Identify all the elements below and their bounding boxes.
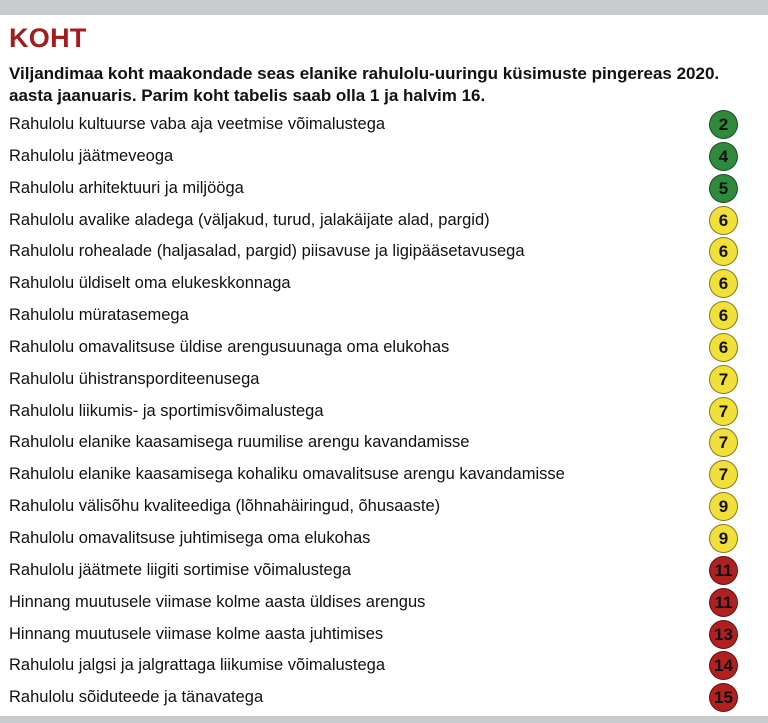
rank-badge: 6 (709, 333, 738, 362)
rank-badge: 4 (709, 142, 738, 171)
rank-badge: 14 (709, 651, 738, 680)
table-row (0, 141, 768, 173)
row-label: Rahulolu jäätmete liigiti sortimise võimalustega (9, 560, 352, 579)
table-row (0, 619, 768, 651)
rank-badge: 6 (709, 269, 738, 298)
table-row (0, 682, 768, 714)
rank-badge: 11 (709, 588, 738, 617)
row-label: Rahulolu liikumis- ja sportimisvõimalustega (9, 401, 324, 420)
table-row (0, 364, 768, 396)
rank-badge: 2 (709, 110, 738, 139)
rank-badge: 6 (709, 237, 738, 266)
table-row (0, 587, 768, 619)
row-label: Hinnang muutusele viimase kolme aasta juhtimises (9, 624, 384, 643)
rank-badge: 15 (709, 683, 738, 712)
row-label: Rahulolu omavalitsuse üldise arengusuunaga oma elukohas (9, 337, 450, 356)
ranking-card (0, 15, 768, 716)
row-label: Rahulolu jäätmeveoga (9, 146, 174, 165)
table-row (0, 555, 768, 587)
row-label: Rahulolu elanike kaasamisega ruumilise arengu kavandamisse (9, 433, 470, 452)
table-row (0, 268, 768, 300)
row-label: Rahulolu rohealade (haljasalad, pargid) piisavuse ja ligipääsetavusega (9, 242, 525, 261)
table-row (0, 427, 768, 459)
row-label: Rahulolu arhitektuuri ja miljööga (9, 178, 244, 197)
table-row (0, 173, 768, 205)
rank-badge: 6 (709, 206, 738, 235)
table-row (0, 300, 768, 332)
table-row (0, 236, 768, 268)
row-label: Rahulolu ühistransporditeenusega (9, 369, 260, 388)
rank-badge: 11 (709, 556, 738, 585)
rank-badge: 7 (709, 460, 738, 489)
row-label: Rahulolu müratasemega (9, 306, 189, 325)
row-label: Rahulolu jalgsi ja jalgrattaga liikumise võimalustega (9, 656, 386, 675)
row-label: Hinnang muutusele viimase kolme aasta üldises arengus (9, 592, 426, 611)
table-row (0, 491, 768, 523)
top-border-band (0, 0, 768, 15)
table-row (0, 332, 768, 364)
row-label: Rahulolu üldiselt oma elukeskkonnaga (9, 274, 291, 293)
table-row (0, 650, 768, 682)
ranking-table (0, 109, 768, 714)
rank-badge: 9 (709, 524, 738, 553)
table-row (0, 205, 768, 237)
row-label: Rahulolu omavalitsuse juhtimisega oma elukohas (9, 528, 371, 547)
table-row (0, 459, 768, 491)
rank-badge: 9 (709, 492, 738, 521)
rank-badge: 7 (709, 365, 738, 394)
row-label: Rahulolu sõiduteede ja tänavatega (9, 688, 264, 707)
row-label: Rahulolu avalike aladega (väljakud, turud, jalakäijate alad, pargid) (9, 210, 490, 229)
rank-badge: 6 (709, 301, 738, 330)
table-row (0, 523, 768, 555)
chart-title: KOHT (9, 23, 87, 53)
rank-badge: 7 (709, 428, 738, 457)
chart-subtitle: Viljandimaa koht maakondade seas elanike rahulolu-uuringu küsimuste pingereas 2020. aasta jaanuaris. Parim koht tabelis saab olla 1 ja halvim 16. (9, 64, 720, 105)
table-row (0, 396, 768, 428)
rank-badge: 7 (709, 397, 738, 426)
table-row (0, 109, 768, 141)
rank-badge: 5 (709, 174, 738, 203)
bottom-border-band (0, 716, 768, 723)
row-label: Rahulolu välisõhu kvaliteediga (lõhnahäiringud, õhusaaste) (9, 497, 441, 516)
rank-badge: 13 (709, 620, 738, 649)
row-label: Rahulolu elanike kaasamisega kohaliku omavalitsuse arengu kavandamisse (9, 465, 565, 484)
row-label: Rahulolu kultuurse vaba aja veetmise võimalustega (9, 115, 386, 133)
